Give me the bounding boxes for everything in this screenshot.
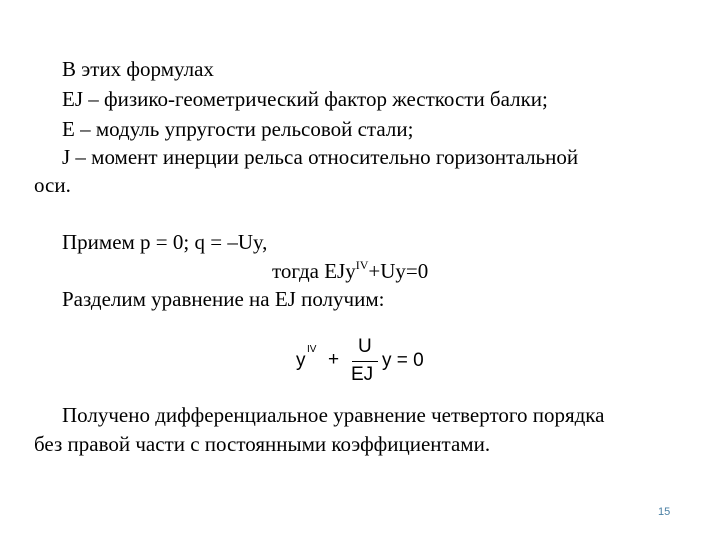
definition-ej: EJ – физико-геометрический фактор жесткости балки;: [62, 87, 548, 111]
formula-rest: y = 0: [382, 350, 424, 371]
formula-plus: +: [328, 349, 340, 370]
equation-suffix: +Uy=0: [368, 259, 429, 283]
conclusion-line-1: Получено дифференциальное уравнение четвертого порядка: [62, 403, 605, 427]
definition-j: J – момент инерции рельса относительно горизонтальной: [62, 145, 579, 169]
definition-e: E – модуль упругости рельсовой стали;: [62, 117, 414, 141]
intro-line: В этих формулах: [62, 57, 214, 81]
conclusion-line-2: без правой части с постоянными коэффициентами.: [34, 432, 491, 456]
formula-numerator: U: [358, 336, 372, 357]
equation-prefix: тогда EJy: [272, 259, 356, 283]
divide-line: Разделим уравнение на EJ получим:: [62, 287, 385, 311]
formula-denominator: EJ: [351, 364, 374, 385]
reduced-equation: [296, 334, 436, 390]
formula-superscript-iv: IV: [307, 344, 317, 355]
equation-superscript: IV: [355, 258, 369, 272]
definition-j-continuation: оси.: [34, 173, 71, 197]
equation-line: [272, 258, 428, 287]
page-number: 15: [658, 506, 671, 518]
fraction-bar: [352, 361, 378, 362]
formula-y: y: [296, 350, 306, 371]
assumption-line: Примем p = 0; q = –Uy,: [62, 230, 268, 254]
